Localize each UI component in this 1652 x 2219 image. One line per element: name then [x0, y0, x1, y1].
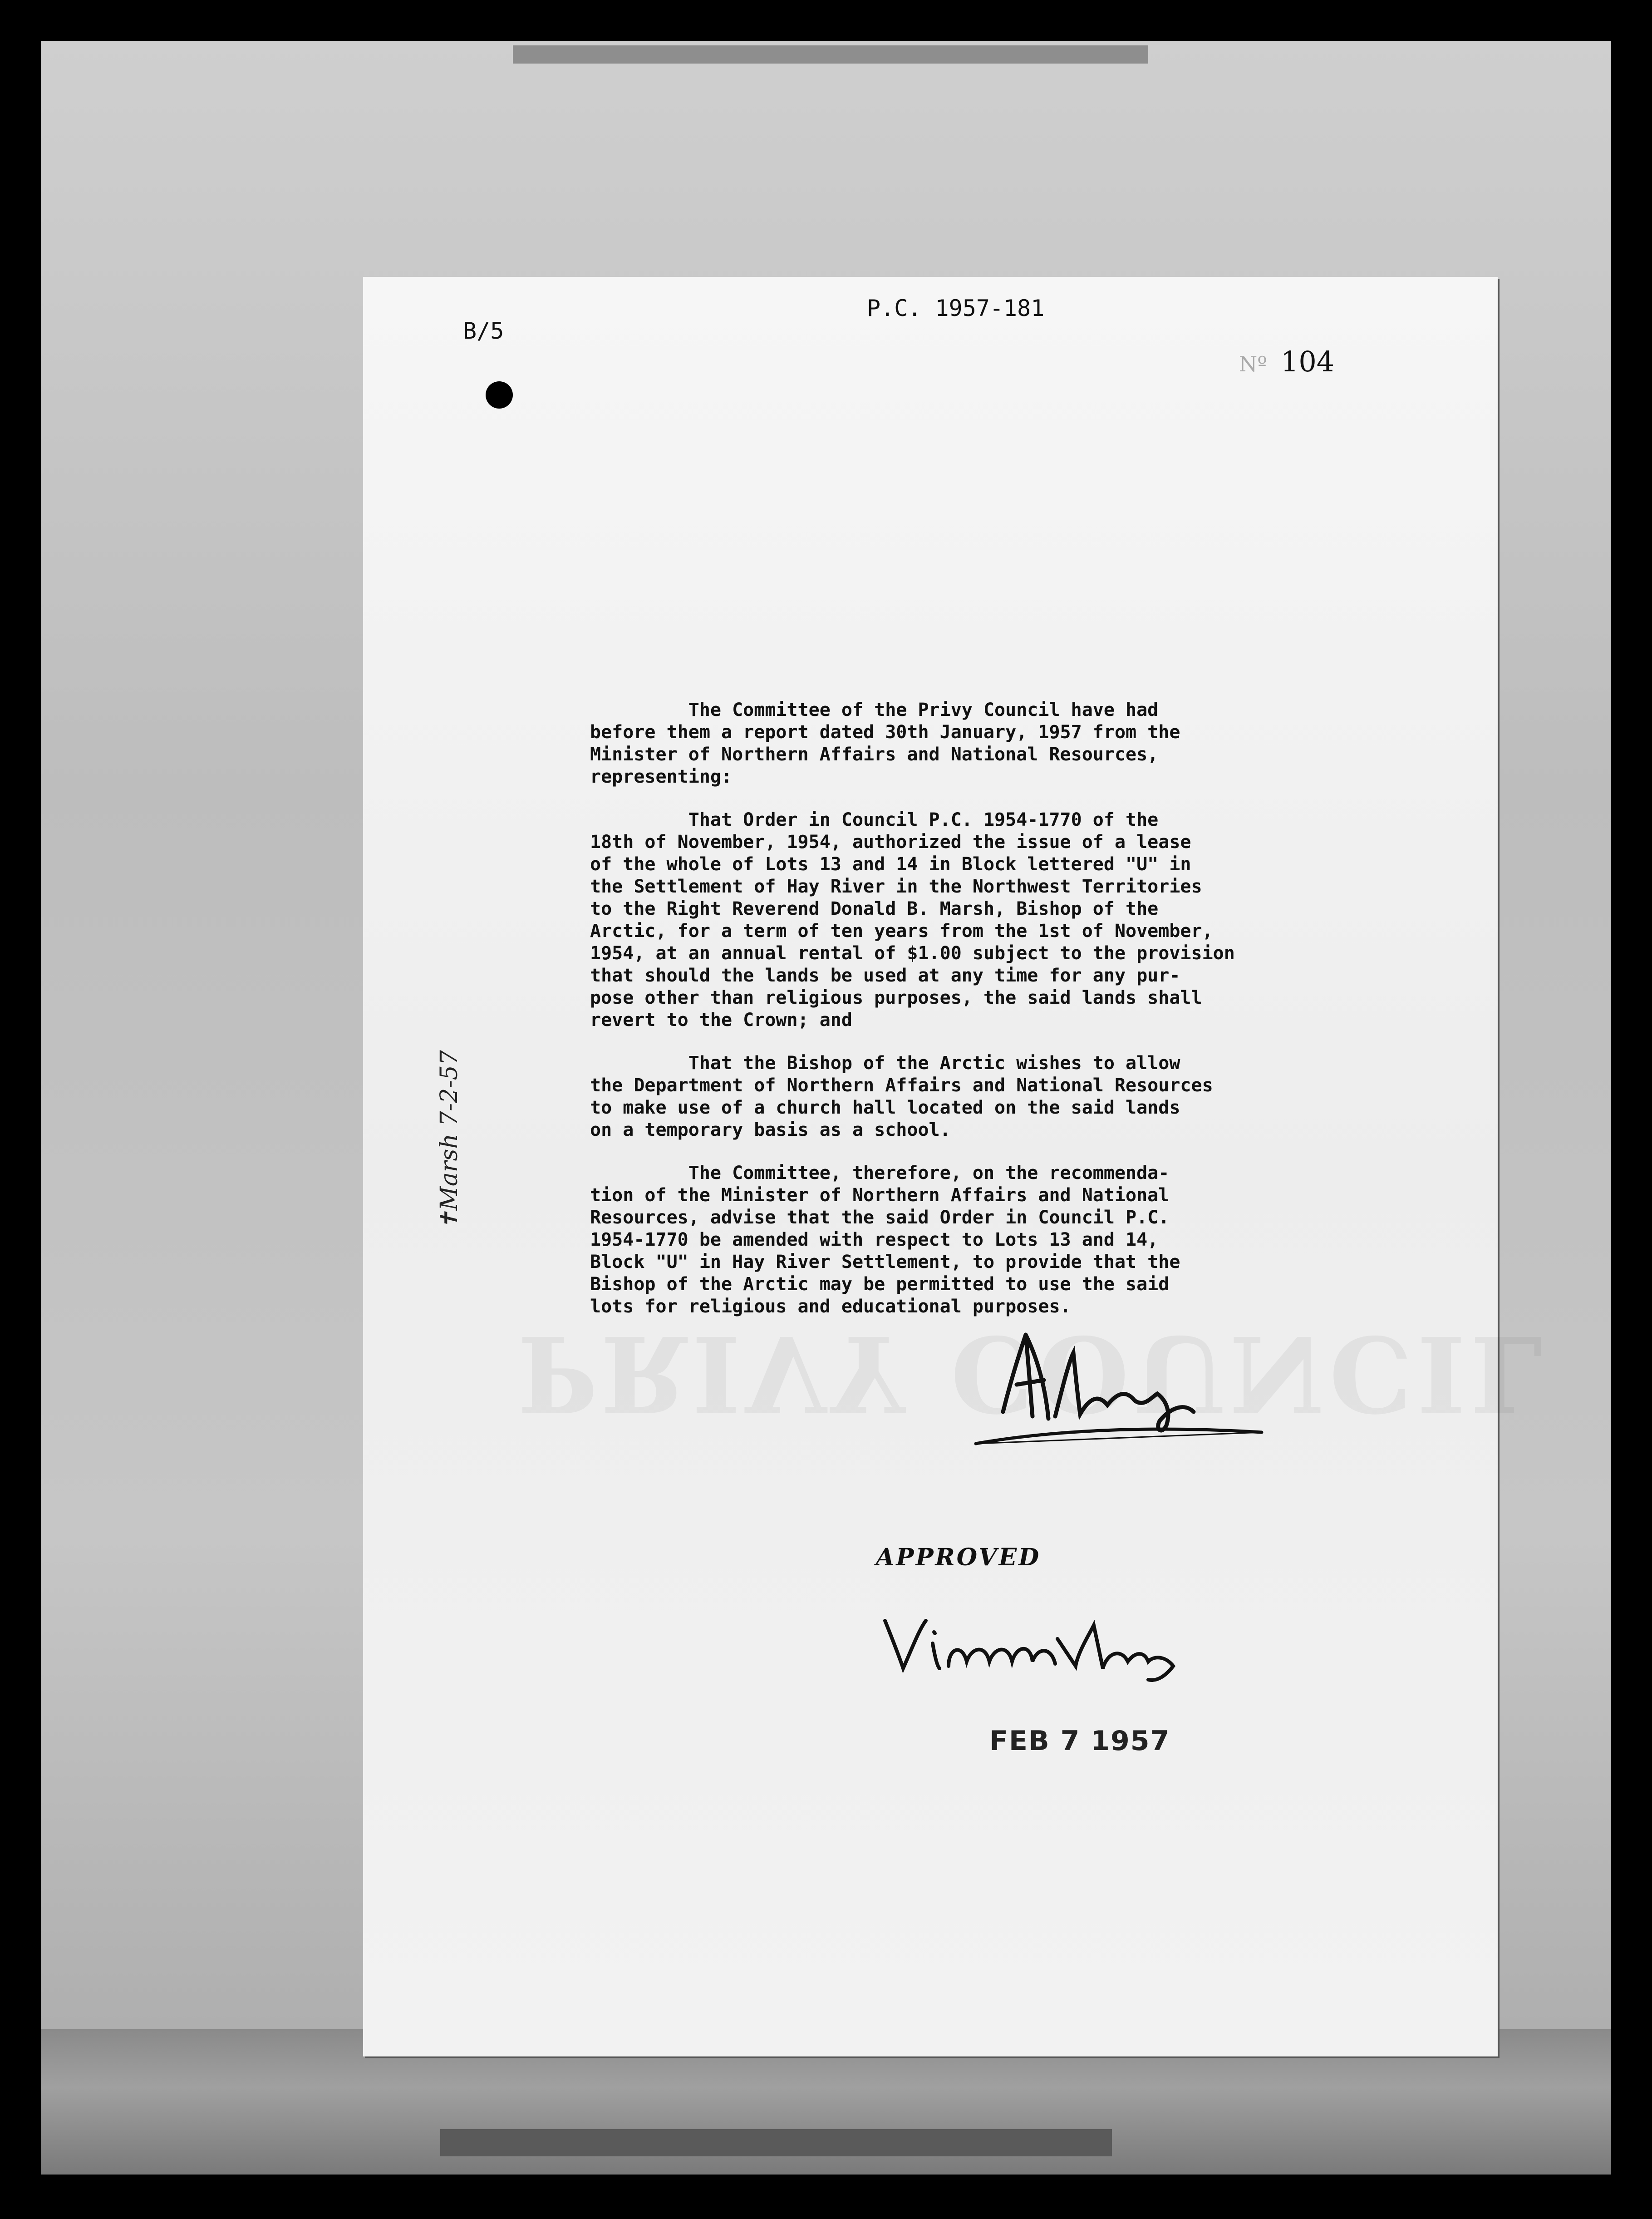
governor-general-signature: [876, 1593, 1185, 1684]
reference-code: B/5: [463, 318, 504, 344]
paragraph-1: The Committee of the Privy Council have had before them a report dated 30th January, 1957 from the Minister of Northern Affairs and National Resources, representing:: [590, 700, 1180, 787]
paragraph-2: That Order in Council P.C. 1954-1770 of the 18th of November, 1954, authorized the issue of a lease of the whole of Lots 13 and 14 in Block lettered "U" in the Settlement of Hay River in the Northwest Territories to the Right Reverend Donald B. Marsh, Bishop of the Arctic, for a term of ten years from the 1st of November, 1954, at an annual rental of $1.00 subject to the provision that should the lands be used at any time for any pur- pose other than religious purposes, the said lands shall revert to the Crown; and: [590, 809, 1235, 1031]
margin-handwritten-note: ✝Marsh 7-2-57: [436, 1050, 463, 1230]
order-body: [590, 699, 1489, 1339]
bottom-scan-strip: [440, 2129, 1112, 2156]
approved-label: APPROVED: [876, 1543, 1041, 1571]
document-number: [1239, 345, 1334, 378]
paragraph-3: That the Bishop of the Arctic wishes to allow the Department of Northern Affairs and National Resources to make use of a church hall located on the said lands on a temporary basis as a school.: [590, 1053, 1213, 1140]
clerk-signature: [971, 1321, 1266, 1448]
pc-number: P.C. 1957-181: [867, 295, 1045, 321]
document-page: [363, 277, 1548, 2056]
paragraph-4: The Committee, therefore, on the recommenda- tion of the Minister of Northern Affairs and National Resources, advise that the said Order in Council P.C. 1954-1770 be amended with respect to Lots 13 and 14, Block "U" in Hay River Settlement, to provide that the Bishop of the Arctic may be permitted to use the said lots for religious and educational purposes.: [590, 1163, 1180, 1317]
approval-date-stamp: FEB 7 1957: [989, 1725, 1170, 1757]
document-number-value: 104: [1280, 345, 1335, 378]
scan-frame: [41, 41, 1611, 2175]
punch-hole: [486, 381, 513, 409]
watermark-show-through: PRIVY COUNCIL: [517, 1312, 1548, 1435]
document-number-prefix: Nº: [1239, 352, 1267, 376]
top-scan-tab: [513, 45, 1148, 64]
